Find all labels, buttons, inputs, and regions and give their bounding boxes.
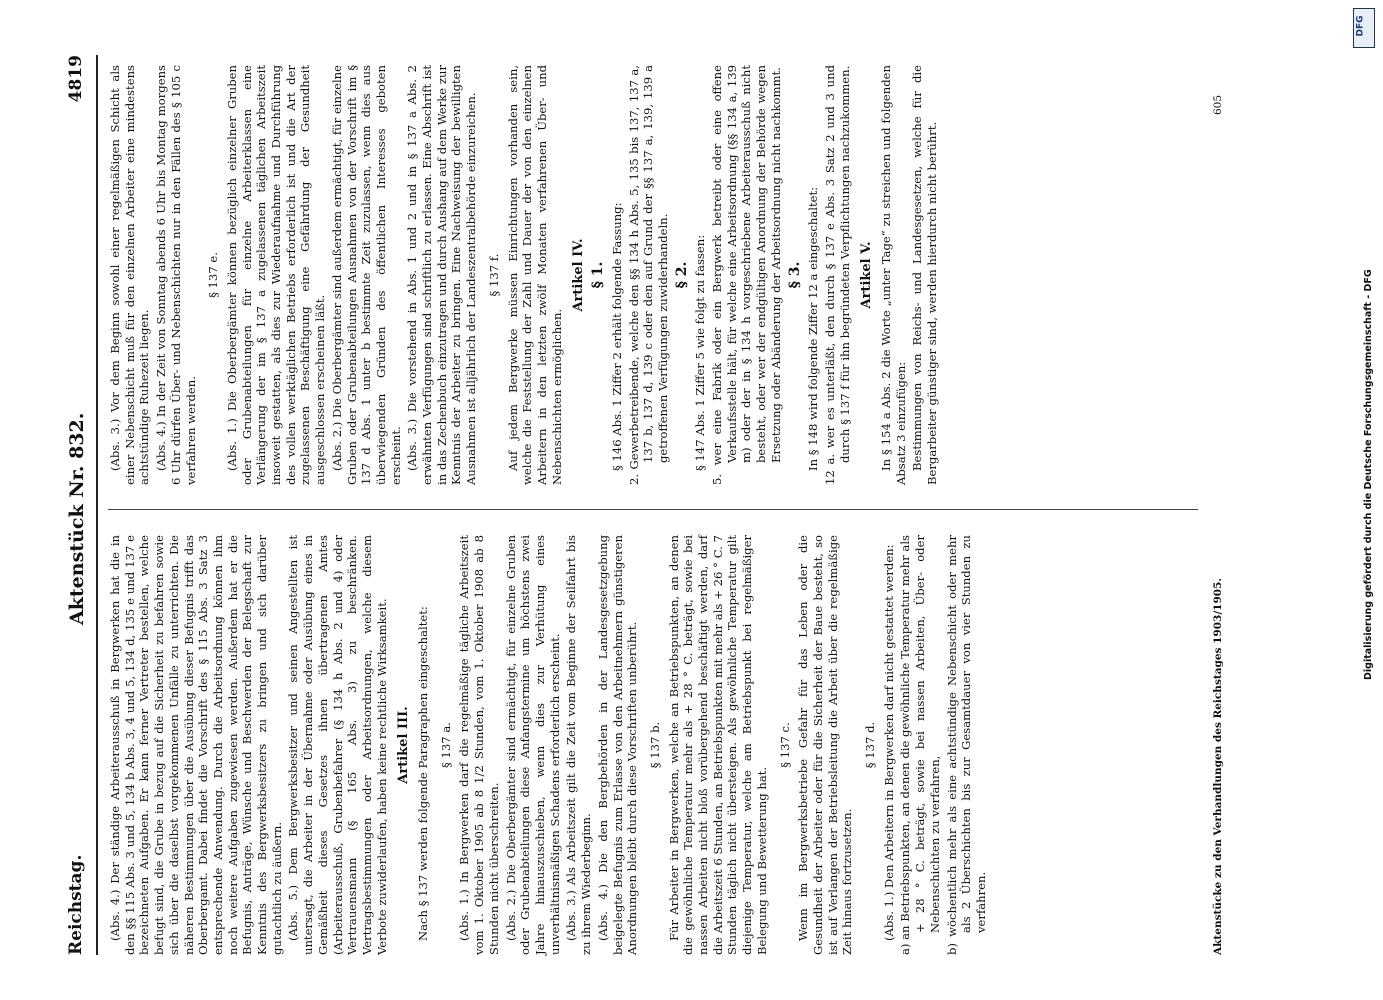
body-paragraph: § 147 Abs. 1 Ziffer 5 wie folgt zu fassen:: [693, 234, 708, 471]
header-page-number: 4819: [66, 55, 86, 103]
body-paragraph: (Abs. 4.) Die den Bergbehörden in der Landesgesetzgebung beigelegte Befugnis zum Erlasse von den Arbeitnehmern günstigeren Anordnungen bleibt durch diese Vorschriften unberührt.: [595, 535, 640, 955]
body-paragraph: (Abs. 3.) Die vorstehend in Abs. 1 und 2 und in § 137 a Abs. 2 erwähnten Verfügungen sind schriftlich zu erlassen. Eine Abschrift ist in das Zechenbuch einzutragen und durch Aushang auf dem Werke zur Kenntnis der Arbeiter zu bringen. Eine Nachweisung der bewilligten Ausnahmen ist alljährlich der Landeszentralbehörde einzureichen.: [405, 65, 479, 485]
section-heading: § 137 d.: [863, 721, 878, 769]
body-paragraph: § 146 Abs. 1 Ziffer 2 erhält folgende Fassung:: [609, 202, 624, 471]
body-paragraph: (Abs. 4.) Der ständige Arbeiterausschuß in Bergwerken hat die in den §§ 115 Abs. 3 und 5, 134 b Abs. 3, 4 und 5, 134 d, 135 e und 137 e bezeichneten Aufgaben. Er kann ferner Vertreter bestellen, welche befugt sind, die Grube in bezug auf die Sicherheit zu befahren sowie sich über die daselbst vorgekommenen Unfälle zu unterrichten. Die näheren Bestimmungen über die Ausübung dieser Befugnis trifft das Oberbergamt. Dabei findet die Vorschrift des § 115 Abs. 3 Satz 3 entsprechende Anwendung. Durch die Arbeitsordnung können ihm noch weitere Aufgaben zugewiesen werden. Außerdem hat er die Befugnis, Anträge, Wünsche und Beschwerden der Belegschaft zur Kenntnis des Bergwerksbesitzers zu bringen und sich darüber gutachtlich zu äußern.: [108, 535, 284, 955]
body-paragraph: Auf jedem Bergwerke müssen Einrichtungen vorhanden sein, welche die Feststellung der Zahl und Dauer der von den einzelnen Arbeitern in den letzten zwölf Monaten verfahrenen Über- und Nebenschichten ermöglichen.: [505, 65, 564, 485]
left-column: [108, 535, 991, 955]
body-paragraph: In § 154 a Abs. 2 die Worte „unter Tage“ zu streichen und folgenden Absatz 3 einzufügen:: [879, 65, 908, 485]
dfg-logo: DFG: [1353, 8, 1375, 48]
paragraph-heading: § 3.: [786, 261, 803, 289]
body-paragraph: (Abs. 1.) In Bergwerken darf die regelmäßige tägliche Arbeitszeit vom 1. Oktober 1905 ab 8 1/2 Stunden, vom 1. Oktober 1908 ab 8 Stunden nicht überschreiten.: [457, 535, 501, 955]
body-paragraph: (Abs. 2.) Die Oberbergämter sind ermächtigt, für einzelne Gruben oder Grubenabteilungen diese Anfangstermine um höchstens zwei Jahre hinauszuschieben, wenn dies zur Verhütung eines unverhältnismäßigen Schadens erforderlich erscheint.: [503, 535, 562, 955]
body-paragraph: (Abs. 2.) Die Oberbergämter sind außerdem ermächtigt, für einzelne Gruben oder Grubenabteilungen Ausnahmen von der Vorschrift im § 137 d Abs. 1 unter b bestimmte Zeit zuzulassen, wenn dies aus überwiegenden Gründen des öffentlichen Interesses geboten erscheint.: [329, 65, 403, 485]
body-paragraph: Nach § 137 werden folgende Paragraphen eingeschaltet:: [416, 606, 431, 941]
body-paragraph: (Abs. 5.) Dem Bergwerksbesitzer und seinen Angestellten ist untersagt, die Arbeiter in der Übernahme oder Ausübung eines in Gemäßheit dieses Gesetzes ihnen übertragenen Amtes (Arbeiterausschuß, Grubenbefahrer (§ 134 h Abs. 2 und 4) oder Vertrauensmann (§ 165 Abs. 3) zu beschränken. Vertragsbestimmungen oder Arbeitsordnungen, welche diesem Verbote zuwiderlaufen, haben keine rechtliche Wirksamkeit.: [286, 535, 389, 955]
page-header: [64, 55, 92, 955]
rotated-document: [64, 55, 1314, 955]
footer-source: Aktenstücke zu den Verhandlungen des Reichstages 1903/1905.: [1212, 577, 1224, 955]
section-heading: § 137 f.: [486, 253, 501, 297]
right-column: [108, 65, 942, 485]
list-item: 2. Gewerbetreibende, welche den §§ 134 h Abs. 5, 135 bis 137, 137 a, 137 b, 137 d, 139 c oder den auf Grund der §§ 137 a, 139, 139 a getroffenen Verfügungen zuwiderhandeln.: [626, 65, 670, 485]
list-item: 5. wer eine Fabrik oder ein Bergwerk betreibt oder eine offene Verkaufsstelle hält, für welche eine Arbeitsordnung (§§ 134 a, 139 m) oder der in § 134 h vorgeschriebene Arbeiterausschuß nicht besteht, oder wer der endgültigen Anordnung der Behörde wegen Ersetzung oder Abänderung der Arbeitsordnung nicht nachkommt.: [710, 65, 783, 485]
paragraph-heading: § 1.: [590, 261, 607, 289]
header-rule: [96, 55, 98, 955]
body-paragraph: (Abs. 1.) Den Arbeitern in Bergwerken darf nicht gestattet werden:: [881, 544, 896, 941]
header-title: Aktenstück Nr. 832.: [66, 412, 88, 625]
body-paragraph: (Abs. 4.) In der Zeit von Sonntag abends 6 Uhr bis Montag morgens 6 Uhr dürfen Über- und Nebenschichten nur in den Fällen des § 105 c verfahren werden.: [154, 65, 198, 485]
body-paragraph: (Abs. 3.) Vor dem Beginn sowohl einer regelmäßigen Schicht als einer Nebenschicht muß für den einzelnen Arbeiter eine mindestens achtstündige Ruhezeit liegen.: [108, 65, 152, 485]
body-paragraph: (Abs. 3.) Als Arbeitszeit gilt die Zeit vom Beginne der Seilfahrt bis zu ihrem Wiederbeginn.: [564, 535, 594, 955]
section-heading: § 137 b.: [647, 721, 662, 769]
dfg-sidebar: [1349, 0, 1377, 1000]
article-heading: Artikel III.: [396, 706, 412, 784]
body-paragraph: Wenn im Bergwerksbetriebe Gefahr für das Leben oder die Gesundheit der Arbeiter oder für die Sicherheit der Baue besteht, so ist auf Verlangen der Betriebsleitung die Arbeit über die regelmäßige Zeit hinaus fortzusetzen.: [796, 535, 855, 955]
body-paragraph: Für Arbeiter in Bergwerken, welche an Betriebspunkten, an denen die gewöhnliche Temperatur mehr als + 28 ° C. beträgt, sowie bei nassen Arbeiten nicht bloß vorübergehend beschäftigt werden, darf die Arbeitszeit 6 Stunden, an Betriebspunkten mit mehr als + 26 ° C. 7 Stunden täglich nicht übersteigen. Als gewöhnliche Temperatur gilt diejenige Temperatur, welche am Betriebspunkt bei regelmäßiger Belegung und Bewetterung hat.: [666, 535, 769, 955]
paragraph-heading: § 2.: [673, 261, 690, 289]
section-heading: § 137 e.: [206, 252, 221, 298]
dfg-note: Digitalisierung gefördert durch die Deutsche Forschungsgemeinschaft - DFG: [1363, 269, 1374, 680]
body-paragraph: (Abs. 1.) Die Oberbergämter können bezüglich einzelner Gruben oder Grubenabteilungen für einzelne Arbeiterklassen eine Verlängerung der im § 137 a zugelassenen täglichen Arbeitszeit insoweit gestatten, als dies zur Wiederaufnahme und Durchführung des vollen werktäglichen Betriebs erforderlich ist und die Art der zugelassenen Beschäftigung eine Gefährdung der Gesundheit ausgeschlossen erscheinen läßt.: [224, 65, 328, 485]
body-paragraph: In § 148 wird folgende Ziffer 12 a eingeschaltet:: [806, 186, 821, 471]
list-item: b) wöchentlich mehr als eine achtstündige Nebenschicht oder mehr als 2 Überschichten bis zur Gesamtdauer von vier Stunden zu verfahren.: [944, 535, 988, 955]
header-left: Reichstag.: [66, 854, 86, 955]
article-heading: Artikel V.: [859, 241, 875, 309]
article-heading: Artikel IV.: [571, 238, 587, 312]
body-paragraph: Bestimmungen von Reichs- und Landesgesetzen, welche für die Bergarbeiter günstiger sind, werden hierdurch nicht berührt.: [910, 65, 940, 485]
footer-page-number: 605: [1212, 94, 1224, 115]
section-heading: § 137 c.: [777, 722, 792, 768]
column-divider: [108, 509, 1198, 510]
section-heading: § 137 a.: [438, 722, 453, 768]
list-item: a) an Betriebspunkten, an denen die gewöhnliche Temperatur mehr als + 28 ° C. beträgt, sowie bei nassen Arbeiten, Über- oder Nebenschichten zu verfahren,: [898, 535, 942, 955]
list-item: 12 a. wer es unterläßt, den durch § 137 e Abs. 3 Satz 2 und 3 und durch § 137 f für ihn begründeten Verpflichtungen nachzukommen.: [822, 65, 852, 485]
